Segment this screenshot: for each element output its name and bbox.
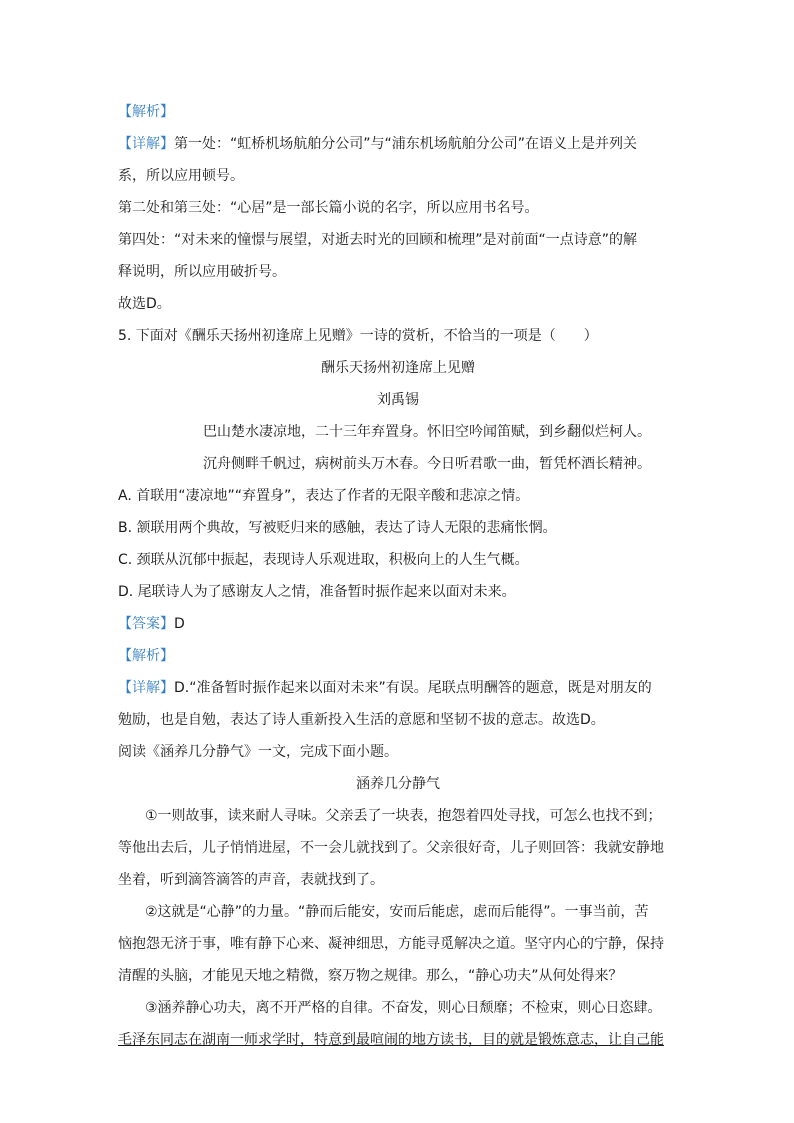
article-line: ②这就是“心静”的力量。“静而后能安，安而后能虑，虑而后能得”。一事当前，苦 [145,904,649,920]
detail-label: 【详解】 [118,680,174,696]
poem-title: 酬乐天扬州初逢席上见赠 [321,360,475,376]
reading-instruction: 阅读《涵养几分静气》一文，完成下面小题。 [118,744,398,760]
text-line: 释说明，所以应用破折号。 [118,264,286,280]
text-line: 第二处和第三处：“心居”是一部长篇小说的名字，所以应用书名号。 [118,200,539,216]
article-line: 坐着，听到滴答滴答的声音，表就找到了。 [118,872,384,888]
analysis-label: 【解析】 [118,104,174,120]
document-page [118,100,678,1060]
poem-line: 巴山楚水凄凉地，二十三年弃置身。怀旧空吟闻笛赋，到乡翻似烂柯人。 [203,424,651,440]
text-line: 故选D。 [118,296,171,312]
text-line: 勉励，也是自勉，表达了诗人重新投入生活的意愿和坚韧不拔的意志。故选D。 [118,712,605,728]
answer-line: 【答案】D [118,616,185,632]
article-line: 清醒的头脑，才能见天地之精微，察万物之规律。那么，“静心功夫”从何处得来？ [118,968,623,984]
option-d: D. 尾联诗人为了感谢友人之情，准备暂时振作起来以面对未来。 [118,584,516,600]
detail-paragraph-line: 【详解】第一处：“虹桥机场航舶分公司”与“浦东机场航舶分公司”在语义上是并列关 [118,136,638,152]
text-line: 系，所以应用顿号。 [118,168,244,184]
article-line: ③涵养静心功夫，离不开严格的自律。不奋发，则心日颓靡；不检束，则心日恣肆。 [145,1000,662,1016]
article-line: ①一则故事，读来耐人寻味。父亲丢了一块表，抱怨着四处寻找，可怎么也找不到； [145,808,662,824]
option-a: A. 首联用“凄凉地”“弃置身”，表达了作者的无限辛酸和悲凉之情。 [118,488,530,504]
poem-line: 沉舟侧畔千帆过，病树前头万木春。今日听君歌一曲，暂凭杯酒长精神。 [203,456,651,472]
text-line: 第四处：“对未来的憧憬与展望，对逝去时光的回顾和梳理”是对前面“一点诗意”的解 [118,232,638,248]
detail-paragraph-line: 【详解】D.“准备暂时振作起来以面对未来”有误。尾联点明酬答的题意，既是对朋友的 [118,680,652,696]
article-line-underlined: 毛泽东同志在湖南一师求学时，特意到最喧闹的地方读书，目的就是锻炼意志，让自己能 [118,1032,664,1048]
poem-author: 刘禹锡 [377,392,419,408]
article-line: 恼抱怨无济于事，唯有静下心来、凝神细思，方能寻觅解决之道。坚守内心的宁静，保持 [118,936,664,952]
detail-label: 【详解】 [118,136,174,152]
article-line: 等他出去后，儿子悄悄进屋，不一会儿就找到了。父亲很好奇，儿子则回答：我就安静地 [118,840,664,856]
answer-label: 【答案】 [118,616,174,632]
article-title: 涵养几分静气 [356,776,440,792]
option-c: C. 颈联从沉郁中振起，表现诗人乐观进取，积极向上的人生气概。 [118,552,529,568]
option-b: B. 颔联用两个典故，写被贬归来的感触，表达了诗人无限的悲痛怅惘。 [118,520,557,536]
question-stem: 5. 下面对《酬乐天扬州初逢席上见赠》一诗的赏析，不恰当的一项是（ ） [118,328,598,344]
analysis-label: 【解析】 [118,648,174,664]
